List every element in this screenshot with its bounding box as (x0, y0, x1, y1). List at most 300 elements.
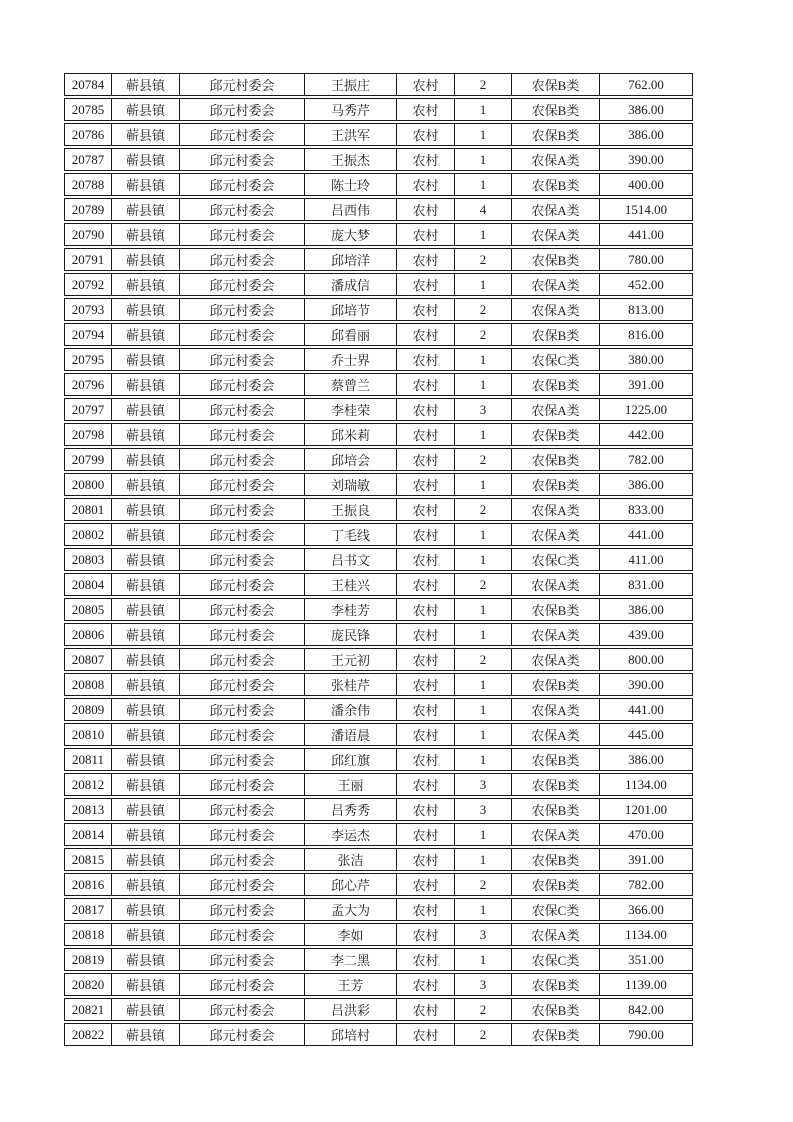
cell-town: 蕲县镇 (112, 798, 180, 821)
cell-serial: 20822 (64, 1023, 112, 1046)
table-row (64, 523, 693, 546)
cell-amount: 351.00 (600, 948, 693, 971)
table-row (64, 423, 693, 446)
cell-insurance-category: 农保B类 (512, 998, 600, 1021)
cell-village: 邱元村委会 (180, 848, 305, 871)
cell-town: 蕲县镇 (112, 748, 180, 771)
cell-serial: 20799 (64, 448, 112, 471)
cell-village: 邱元村委会 (180, 498, 305, 521)
cell-household-type: 农村 (397, 198, 455, 221)
cell-village: 邱元村委会 (180, 723, 305, 746)
cell-person-count: 3 (455, 923, 512, 946)
table-row (64, 723, 693, 746)
cell-household-type: 农村 (397, 598, 455, 621)
cell-household-type: 农村 (397, 498, 455, 521)
cell-name: 邱培节 (305, 298, 397, 321)
cell-insurance-category: 农保A类 (512, 298, 600, 321)
cell-name: 李如 (305, 923, 397, 946)
cell-insurance-category: 农保A类 (512, 698, 600, 721)
cell-town: 蕲县镇 (112, 548, 180, 571)
cell-town: 蕲县镇 (112, 248, 180, 271)
cell-person-count: 1 (455, 898, 512, 921)
cell-insurance-category: 农保C类 (512, 948, 600, 971)
cell-amount: 1514.00 (600, 198, 693, 221)
cell-household-type: 农村 (397, 248, 455, 271)
cell-village: 邱元村委会 (180, 998, 305, 1021)
cell-town: 蕲县镇 (112, 398, 180, 421)
cell-serial: 20821 (64, 998, 112, 1021)
cell-serial: 20797 (64, 398, 112, 421)
cell-household-type: 农村 (397, 1023, 455, 1046)
cell-village: 邱元村委会 (180, 923, 305, 946)
table-row (64, 923, 693, 946)
cell-name: 吕西伟 (305, 198, 397, 221)
cell-amount: 470.00 (600, 823, 693, 846)
cell-name: 邱红旗 (305, 748, 397, 771)
cell-amount: 391.00 (600, 848, 693, 871)
cell-insurance-category: 农保B类 (512, 323, 600, 346)
cell-amount: 780.00 (600, 248, 693, 271)
cell-household-type: 农村 (397, 648, 455, 671)
cell-household-type: 农村 (397, 623, 455, 646)
cell-serial: 20793 (64, 298, 112, 321)
table-row (64, 98, 693, 121)
cell-insurance-category: 农保C类 (512, 898, 600, 921)
cell-village: 邱元村委会 (180, 898, 305, 921)
cell-amount: 380.00 (600, 348, 693, 371)
cell-amount: 390.00 (600, 673, 693, 696)
cell-name: 丁毛线 (305, 523, 397, 546)
cell-person-count: 2 (455, 1023, 512, 1046)
cell-serial: 20803 (64, 548, 112, 571)
cell-person-count: 3 (455, 798, 512, 821)
table-row (64, 148, 693, 171)
cell-village: 邱元村委会 (180, 198, 305, 221)
cell-person-count: 1 (455, 673, 512, 696)
cell-insurance-category: 农保B类 (512, 773, 600, 796)
table-row (64, 573, 693, 596)
cell-name: 马秀芹 (305, 98, 397, 121)
table-row (64, 1023, 693, 1046)
cell-name: 蔡曾兰 (305, 373, 397, 396)
cell-name: 李桂芳 (305, 598, 397, 621)
cell-person-count: 1 (455, 598, 512, 621)
cell-amount: 782.00 (600, 873, 693, 896)
cell-person-count: 1 (455, 123, 512, 146)
cell-town: 蕲县镇 (112, 498, 180, 521)
cell-name: 孟大为 (305, 898, 397, 921)
cell-village: 邱元村委会 (180, 823, 305, 846)
cell-household-type: 农村 (397, 373, 455, 396)
table-row (64, 298, 693, 321)
cell-town: 蕲县镇 (112, 898, 180, 921)
cell-serial: 20810 (64, 723, 112, 746)
cell-amount: 816.00 (600, 323, 693, 346)
cell-name: 张洁 (305, 848, 397, 871)
cell-serial: 20788 (64, 173, 112, 196)
cell-insurance-category: 农保C类 (512, 348, 600, 371)
cell-household-type: 农村 (397, 548, 455, 571)
table-row (64, 698, 693, 721)
cell-household-type: 农村 (397, 673, 455, 696)
cell-village: 邱元村委会 (180, 248, 305, 271)
cell-amount: 833.00 (600, 498, 693, 521)
cell-amount: 1225.00 (600, 398, 693, 421)
cell-insurance-category: 农保A类 (512, 723, 600, 746)
cell-amount: 1134.00 (600, 923, 693, 946)
cell-household-type: 农村 (397, 273, 455, 296)
cell-town: 蕲县镇 (112, 1023, 180, 1046)
cell-person-count: 1 (455, 423, 512, 446)
cell-household-type: 农村 (397, 848, 455, 871)
cell-household-type: 农村 (397, 148, 455, 171)
cell-name: 潘语晨 (305, 723, 397, 746)
cell-village: 邱元村委会 (180, 598, 305, 621)
cell-serial: 20800 (64, 473, 112, 496)
cell-village: 邱元村委会 (180, 798, 305, 821)
cell-person-count: 3 (455, 398, 512, 421)
cell-serial: 20820 (64, 973, 112, 996)
cell-person-count: 1 (455, 98, 512, 121)
cell-person-count: 1 (455, 848, 512, 871)
cell-household-type: 农村 (397, 398, 455, 421)
cell-town: 蕲县镇 (112, 773, 180, 796)
cell-serial: 20814 (64, 823, 112, 846)
cell-household-type: 农村 (397, 473, 455, 496)
cell-village: 邱元村委会 (180, 523, 305, 546)
cell-serial: 20819 (64, 948, 112, 971)
cell-name: 刘瑞敏 (305, 473, 397, 496)
cell-serial: 20805 (64, 598, 112, 621)
cell-name: 张桂芹 (305, 673, 397, 696)
cell-insurance-category: 农保B类 (512, 373, 600, 396)
cell-village: 邱元村委会 (180, 173, 305, 196)
cell-household-type: 农村 (397, 223, 455, 246)
cell-insurance-category: 农保B类 (512, 73, 600, 96)
cell-serial: 20813 (64, 798, 112, 821)
cell-village: 邱元村委会 (180, 273, 305, 296)
table-row (64, 823, 693, 846)
cell-town: 蕲县镇 (112, 223, 180, 246)
cell-serial: 20792 (64, 273, 112, 296)
cell-amount: 445.00 (600, 723, 693, 746)
cell-insurance-category: 农保B类 (512, 473, 600, 496)
cell-town: 蕲县镇 (112, 698, 180, 721)
cell-name: 庞大梦 (305, 223, 397, 246)
cell-insurance-category: 农保B类 (512, 748, 600, 771)
cell-person-count: 1 (455, 273, 512, 296)
cell-village: 邱元村委会 (180, 398, 305, 421)
cell-amount: 366.00 (600, 898, 693, 921)
table-row (64, 948, 693, 971)
cell-household-type: 农村 (397, 798, 455, 821)
cell-town: 蕲县镇 (112, 148, 180, 171)
table-row (64, 273, 693, 296)
cell-household-type: 农村 (397, 448, 455, 471)
cell-name: 邱米莉 (305, 423, 397, 446)
cell-person-count: 1 (455, 523, 512, 546)
cell-serial: 20787 (64, 148, 112, 171)
cell-amount: 441.00 (600, 223, 693, 246)
cell-person-count: 1 (455, 948, 512, 971)
cell-amount: 411.00 (600, 548, 693, 571)
cell-town: 蕲县镇 (112, 473, 180, 496)
table-row (64, 198, 693, 221)
cell-town: 蕲县镇 (112, 923, 180, 946)
table-row (64, 398, 693, 421)
cell-household-type: 农村 (397, 748, 455, 771)
cell-serial: 20809 (64, 698, 112, 721)
cell-amount: 386.00 (600, 748, 693, 771)
cell-town: 蕲县镇 (112, 648, 180, 671)
benefit-roster-table (64, 71, 693, 1048)
cell-amount: 831.00 (600, 573, 693, 596)
cell-insurance-category: 农保B类 (512, 248, 600, 271)
cell-town: 蕲县镇 (112, 73, 180, 96)
cell-name: 王振良 (305, 498, 397, 521)
cell-name: 邱看丽 (305, 323, 397, 346)
cell-name: 邱心芹 (305, 873, 397, 896)
cell-village: 邱元村委会 (180, 548, 305, 571)
cell-town: 蕲县镇 (112, 823, 180, 846)
table-row (64, 598, 693, 621)
cell-amount: 1134.00 (600, 773, 693, 796)
cell-serial: 20802 (64, 523, 112, 546)
cell-person-count: 1 (455, 698, 512, 721)
cell-amount: 386.00 (600, 598, 693, 621)
table-row (64, 648, 693, 671)
cell-village: 邱元村委会 (180, 673, 305, 696)
cell-insurance-category: 农保B类 (512, 1023, 600, 1046)
table-row (64, 223, 693, 246)
cell-insurance-category: 农保B类 (512, 598, 600, 621)
cell-village: 邱元村委会 (180, 323, 305, 346)
cell-town: 蕲县镇 (112, 98, 180, 121)
cell-household-type: 农村 (397, 973, 455, 996)
table-row (64, 448, 693, 471)
cell-town: 蕲县镇 (112, 273, 180, 296)
cell-serial: 20801 (64, 498, 112, 521)
cell-town: 蕲县镇 (112, 198, 180, 221)
cell-name: 李桂荣 (305, 398, 397, 421)
cell-household-type: 农村 (397, 998, 455, 1021)
cell-name: 李运杰 (305, 823, 397, 846)
cell-serial: 20807 (64, 648, 112, 671)
cell-serial: 20786 (64, 123, 112, 146)
cell-household-type: 农村 (397, 948, 455, 971)
cell-town: 蕲县镇 (112, 448, 180, 471)
cell-town: 蕲县镇 (112, 298, 180, 321)
cell-village: 邱元村委会 (180, 698, 305, 721)
cell-person-count: 1 (455, 173, 512, 196)
cell-town: 蕲县镇 (112, 598, 180, 621)
table-row (64, 748, 693, 771)
cell-household-type: 农村 (397, 173, 455, 196)
cell-name: 王振杰 (305, 148, 397, 171)
benefit-roster-table-body (64, 73, 693, 1046)
cell-household-type: 农村 (397, 773, 455, 796)
cell-insurance-category: 农保A类 (512, 273, 600, 296)
cell-amount: 386.00 (600, 123, 693, 146)
cell-serial: 20804 (64, 573, 112, 596)
cell-town: 蕲县镇 (112, 573, 180, 596)
cell-village: 邱元村委会 (180, 973, 305, 996)
cell-household-type: 农村 (397, 123, 455, 146)
table-row (64, 373, 693, 396)
table-row (64, 348, 693, 371)
cell-village: 邱元村委会 (180, 773, 305, 796)
cell-household-type: 农村 (397, 573, 455, 596)
cell-village: 邱元村委会 (180, 573, 305, 596)
cell-name: 吕秀秀 (305, 798, 397, 821)
cell-name: 李二黑 (305, 948, 397, 971)
cell-amount: 441.00 (600, 698, 693, 721)
cell-insurance-category: 农保A类 (512, 223, 600, 246)
cell-household-type: 农村 (397, 723, 455, 746)
table-row (64, 973, 693, 996)
cell-amount: 800.00 (600, 648, 693, 671)
cell-town: 蕲县镇 (112, 948, 180, 971)
cell-person-count: 1 (455, 223, 512, 246)
cell-insurance-category: 农保B类 (512, 173, 600, 196)
cell-village: 邱元村委会 (180, 748, 305, 771)
cell-name: 王元初 (305, 648, 397, 671)
cell-town: 蕲县镇 (112, 623, 180, 646)
cell-insurance-category: 农保A类 (512, 398, 600, 421)
cell-insurance-category: 农保A类 (512, 623, 600, 646)
cell-village: 邱元村委会 (180, 473, 305, 496)
cell-village: 邱元村委会 (180, 123, 305, 146)
cell-serial: 20806 (64, 623, 112, 646)
table-row (64, 248, 693, 271)
cell-village: 邱元村委会 (180, 623, 305, 646)
cell-insurance-category: 农保B类 (512, 973, 600, 996)
table-row (64, 848, 693, 871)
cell-household-type: 农村 (397, 348, 455, 371)
cell-town: 蕲县镇 (112, 123, 180, 146)
cell-person-count: 3 (455, 973, 512, 996)
cell-serial: 20785 (64, 98, 112, 121)
cell-town: 蕲县镇 (112, 998, 180, 1021)
cell-town: 蕲县镇 (112, 973, 180, 996)
cell-town: 蕲县镇 (112, 173, 180, 196)
table-row (64, 548, 693, 571)
cell-household-type: 农村 (397, 98, 455, 121)
cell-person-count: 1 (455, 348, 512, 371)
cell-household-type: 农村 (397, 873, 455, 896)
table-row (64, 173, 693, 196)
cell-name: 乔士界 (305, 348, 397, 371)
cell-amount: 439.00 (600, 623, 693, 646)
cell-insurance-category: 农保B类 (512, 98, 600, 121)
cell-village: 邱元村委会 (180, 223, 305, 246)
cell-amount: 1139.00 (600, 973, 693, 996)
cell-person-count: 1 (455, 148, 512, 171)
table-row (64, 623, 693, 646)
cell-serial: 20808 (64, 673, 112, 696)
cell-household-type: 农村 (397, 323, 455, 346)
cell-amount: 442.00 (600, 423, 693, 446)
cell-person-count: 1 (455, 748, 512, 771)
cell-village: 邱元村委会 (180, 73, 305, 96)
cell-serial: 20816 (64, 873, 112, 896)
cell-serial: 20815 (64, 848, 112, 871)
cell-amount: 386.00 (600, 473, 693, 496)
cell-village: 邱元村委会 (180, 1023, 305, 1046)
cell-serial: 20791 (64, 248, 112, 271)
cell-household-type: 农村 (397, 423, 455, 446)
table-row (64, 673, 693, 696)
cell-serial: 20789 (64, 198, 112, 221)
cell-person-count: 2 (455, 448, 512, 471)
cell-serial: 20794 (64, 323, 112, 346)
table-row (64, 873, 693, 896)
cell-amount: 386.00 (600, 98, 693, 121)
cell-serial: 20796 (64, 373, 112, 396)
cell-person-count: 2 (455, 73, 512, 96)
cell-village: 邱元村委会 (180, 148, 305, 171)
cell-name: 潘成信 (305, 273, 397, 296)
cell-insurance-category: 农保B类 (512, 123, 600, 146)
cell-name: 邱培洋 (305, 248, 397, 271)
cell-insurance-category: 农保A类 (512, 198, 600, 221)
cell-name: 王丽 (305, 773, 397, 796)
cell-name: 邱培会 (305, 448, 397, 471)
cell-amount: 762.00 (600, 73, 693, 96)
cell-name: 王芳 (305, 973, 397, 996)
cell-person-count: 1 (455, 723, 512, 746)
cell-insurance-category: 农保B类 (512, 448, 600, 471)
cell-person-count: 2 (455, 323, 512, 346)
cell-insurance-category: 农保B类 (512, 873, 600, 896)
cell-person-count: 4 (455, 198, 512, 221)
cell-insurance-category: 农保A类 (512, 823, 600, 846)
cell-village: 邱元村委会 (180, 373, 305, 396)
cell-insurance-category: 农保B类 (512, 798, 600, 821)
cell-insurance-category: 农保A类 (512, 498, 600, 521)
cell-village: 邱元村委会 (180, 873, 305, 896)
cell-insurance-category: 农保C类 (512, 548, 600, 571)
cell-name: 吕书文 (305, 548, 397, 571)
cell-amount: 452.00 (600, 273, 693, 296)
table-row (64, 773, 693, 796)
cell-insurance-category: 农保A类 (512, 523, 600, 546)
cell-serial: 20795 (64, 348, 112, 371)
cell-insurance-category: 农保B类 (512, 848, 600, 871)
cell-town: 蕲县镇 (112, 848, 180, 871)
cell-town: 蕲县镇 (112, 373, 180, 396)
cell-serial: 20790 (64, 223, 112, 246)
cell-person-count: 1 (455, 373, 512, 396)
cell-serial: 20817 (64, 898, 112, 921)
cell-village: 邱元村委会 (180, 298, 305, 321)
cell-insurance-category: 农保B类 (512, 673, 600, 696)
cell-amount: 782.00 (600, 448, 693, 471)
table-row (64, 898, 693, 921)
cell-amount: 400.00 (600, 173, 693, 196)
cell-town: 蕲县镇 (112, 323, 180, 346)
cell-name: 王洪军 (305, 123, 397, 146)
cell-person-count: 2 (455, 873, 512, 896)
cell-serial: 20811 (64, 748, 112, 771)
cell-insurance-category: 农保A类 (512, 648, 600, 671)
cell-person-count: 1 (455, 823, 512, 846)
cell-amount: 390.00 (600, 148, 693, 171)
table-row (64, 498, 693, 521)
cell-household-type: 农村 (397, 923, 455, 946)
cell-amount: 842.00 (600, 998, 693, 1021)
cell-village: 邱元村委会 (180, 348, 305, 371)
